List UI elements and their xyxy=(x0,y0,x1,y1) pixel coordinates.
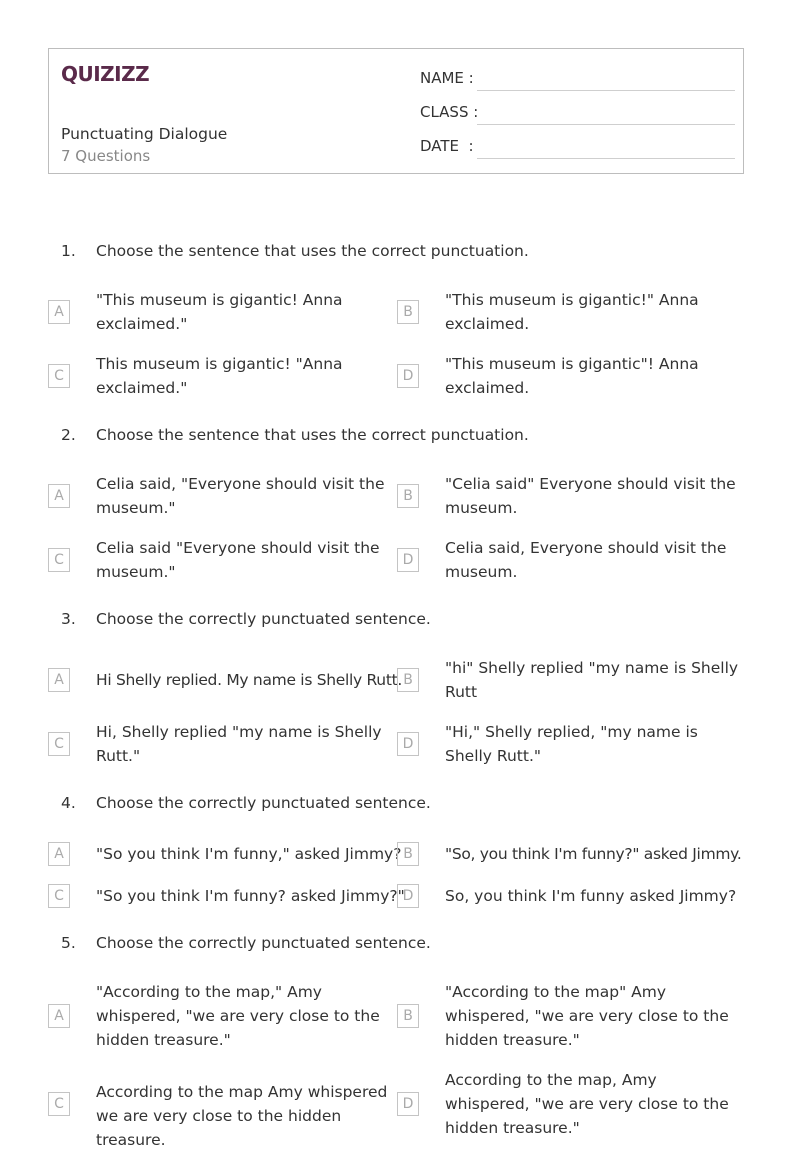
option-text: "So, you think I'm funny?" asked Jimmy. xyxy=(445,845,742,863)
option-letter-box: C xyxy=(48,548,70,572)
option-letter-box: A xyxy=(48,300,70,324)
option-text: "hi" Shelly replied "my name is Shelly Rutt xyxy=(445,659,739,701)
question-text: Choose the correctly punctuated sentence. xyxy=(96,934,431,952)
option-letter-box: A xyxy=(48,1004,70,1028)
option-letter-box: A xyxy=(48,842,70,866)
svg-text:QUIZIZZ: QUIZIZZ xyxy=(61,62,150,86)
option-text: Hi Shelly replied. My name is Shelly Rutt. xyxy=(96,671,403,689)
option-text: "This museum is gigantic!" Anna exclaimed. xyxy=(445,291,699,333)
option-letter-box: D xyxy=(397,884,419,908)
worksheet-header xyxy=(48,48,744,174)
option-text: According to the map Amy whispered we are very close to the hidden treasure. xyxy=(96,1083,388,1149)
option-text: This museum is gigantic! "Anna exclaimed." xyxy=(96,355,343,397)
option-letter-box: A xyxy=(48,668,70,692)
question-number: 5. xyxy=(61,934,76,952)
question-number: 2. xyxy=(61,426,76,444)
option-text: "This museum is gigantic! Anna exclaimed." xyxy=(96,291,343,333)
class-label: CLASS : xyxy=(420,103,479,121)
option-letter-box: D xyxy=(397,364,419,388)
option-letter-box: B xyxy=(397,484,419,508)
quizizz-logo xyxy=(61,59,151,87)
question-number: 4. xyxy=(61,794,76,812)
option-letter-box: C xyxy=(48,884,70,908)
option-letter-box: B xyxy=(397,1004,419,1028)
option-letter-box: C xyxy=(48,1092,70,1116)
question-text: Choose the correctly punctuated sentence. xyxy=(96,794,431,812)
option-text: "So you think I'm funny? asked Jimmy?" xyxy=(96,887,405,905)
class-field[interactable] xyxy=(420,103,735,127)
option-text: "This museum is gigantic"! Anna exclaimed. xyxy=(445,355,699,397)
name-label: NAME : xyxy=(420,69,474,87)
option-text: "So you think I'm funny," asked Jimmy? xyxy=(96,845,402,863)
option-letter-box: A xyxy=(48,484,70,508)
class-line xyxy=(477,124,735,125)
question-text: Choose the sentence that uses the correct punctuation. xyxy=(96,426,529,444)
option-letter-box: B xyxy=(397,300,419,324)
option-letter-box: D xyxy=(397,548,419,572)
option-letter-box: C xyxy=(48,732,70,756)
option-text: Celia said, Everyone should visit the museum. xyxy=(445,539,727,581)
option-letter-box: B xyxy=(397,668,419,692)
question-text: Choose the sentence that uses the correct punctuation. xyxy=(96,242,529,260)
name-line xyxy=(477,90,735,91)
question-count: 7 Questions xyxy=(61,147,151,165)
option-text: So, you think I'm funny asked Jimmy? xyxy=(445,887,737,905)
option-letter-box: C xyxy=(48,364,70,388)
worksheet-title: Punctuating Dialogue xyxy=(61,125,228,143)
option-text: Celia said "Everyone should visit the museum." xyxy=(96,539,380,581)
option-text: "Hi," Shelly replied, "my name is Shelly Rutt." xyxy=(445,723,698,765)
date-field[interactable] xyxy=(420,137,735,161)
name-field[interactable] xyxy=(420,69,735,93)
option-text: Celia said, "Everyone should visit the museum." xyxy=(96,475,385,517)
option-text: "According to the map," Amy whispered, "we are very close to the hidden treasure." xyxy=(96,983,380,1049)
option-letter-box: D xyxy=(397,1092,419,1116)
option-letter-box: B xyxy=(397,842,419,866)
date-line xyxy=(477,158,735,159)
option-letter-box: D xyxy=(397,732,419,756)
date-label: DATE : xyxy=(420,137,474,155)
option-text: "According to the map" Amy whispered, "we are very close to the hidden treasure." xyxy=(445,983,729,1049)
option-text: Hi, Shelly replied "my name is Shelly Rutt." xyxy=(96,723,382,765)
option-text: "Celia said" Everyone should visit the museum. xyxy=(445,475,736,517)
option-text: According to the map, Amy whispered, "we are very close to the hidden treasure." xyxy=(445,1071,729,1137)
question-number: 3. xyxy=(61,610,76,628)
question-text: Choose the correctly punctuated sentence. xyxy=(96,610,431,628)
question-number: 1. xyxy=(61,242,76,260)
